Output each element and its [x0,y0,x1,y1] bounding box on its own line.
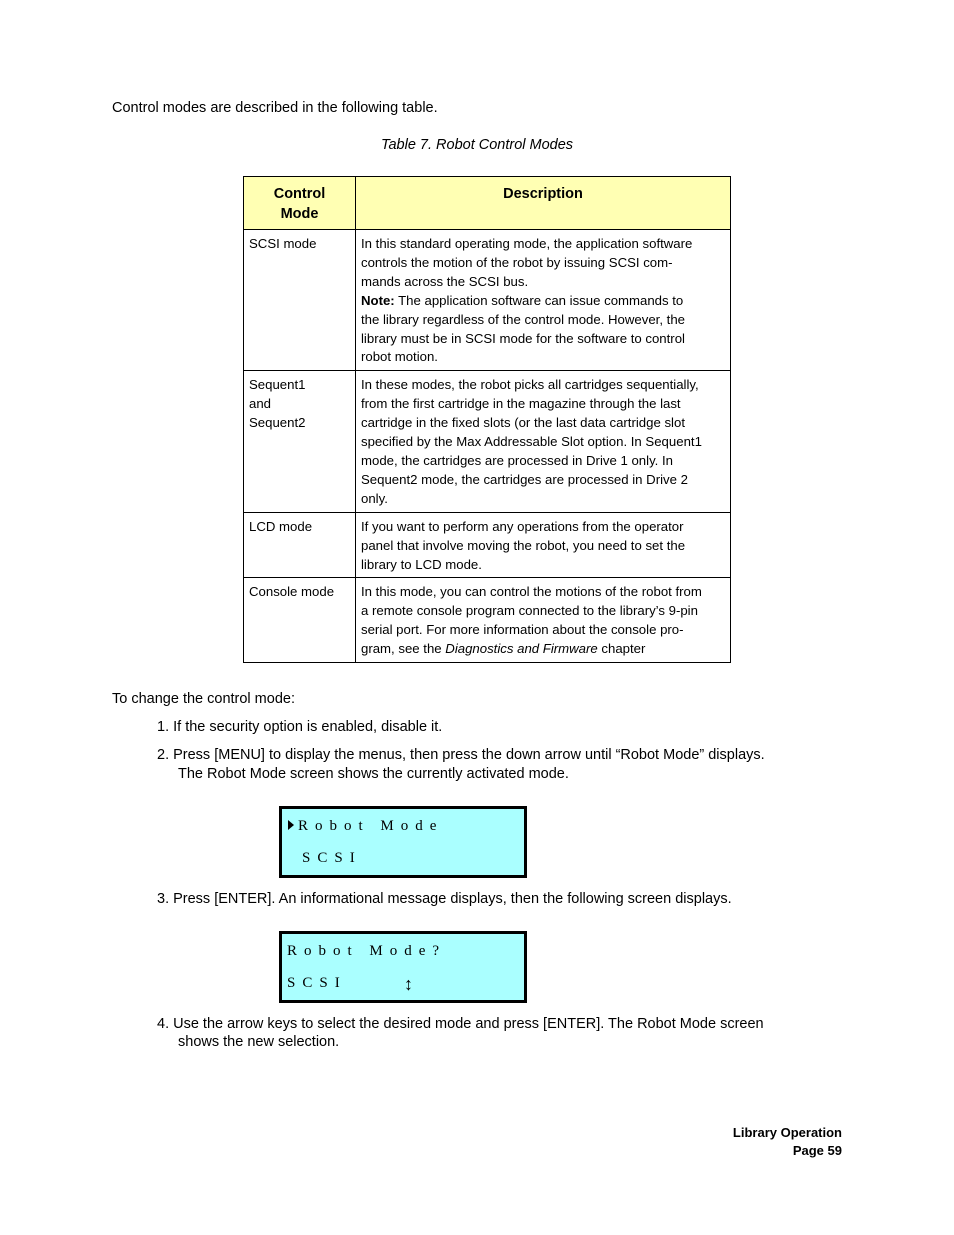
change-mode-intro: To change the control mode: [112,691,295,707]
description-cell [356,371,731,512]
description-cell [356,512,731,578]
chapter-reference: Diagnostics and Firmware [445,641,598,657]
table-row [244,578,731,663]
table-caption: Table 7. Robot Control Modes [380,137,574,153]
up-down-arrow-icon: ↕ [404,974,413,994]
description-line: controls the motion of the robot by issuing SCSI com- [361,254,673,270]
description-text: gram, see the [361,641,446,657]
lcd-line-1 [288,818,443,835]
description-line: from the first cartridge in the magazine through the last [361,396,681,412]
mode-line: and [249,396,272,412]
lcd-line-2: SCSI [302,850,362,866]
description-line: the library regardless of the control mode. However, the [361,311,685,327]
description-line: panel that involve moving the robot, you need to set the [361,537,686,553]
table-header-row [244,177,731,230]
lcd-line-1-text: Robot Mode [298,818,444,834]
note-label: Note: [361,292,395,308]
footer-page-number: Page 59 [792,1143,842,1158]
description-line: cartridge in the fixed slots (or the last data cartridge slot [361,415,685,431]
description-line [361,640,725,659]
description-line: a remote console program connected to the library’s 9-pin [361,603,698,619]
note-text: The application software can issue commands to [394,292,684,308]
step-3: 3. Press [ENTER]. An informational message displays, then the following screen displays. [157,891,732,907]
mode-line: Sequent2 [249,415,306,431]
right-triangle-icon [288,820,294,830]
intro-paragraph: Control modes are described in the following table. [112,100,438,116]
description-line: mands across the SCSI bus. [361,273,529,289]
step-2: 2. Press [MENU] to display the menus, then press the down arrow until “Robot Mode” displays. [157,747,765,763]
note-line [361,292,725,311]
description-line: Sequent2 mode, the cartridges are processed in Drive 2 [361,471,688,487]
table-row [244,512,731,578]
control-modes-table [243,176,731,663]
step-4: 4. Use the arrow keys to select the desired mode and press [ENTER]. The Robot Mode screen [157,1016,764,1032]
mode-line: Sequent1 [249,377,306,393]
lcd-line-1: Robot Mode? [287,943,447,959]
description-line: If you want to perform any operations from the operator [361,518,684,534]
mode-cell: SCSI mode [244,230,356,371]
table-row [244,371,731,512]
step-1: 1. If the security option is enabled, disable it. [157,719,443,735]
description-line: In these modes, the robot picks all cartridges sequentially, [361,377,699,393]
lcd-screen-robot-mode-select [279,931,527,1003]
description-line: library must be in SCSI mode for the software to control [361,330,685,346]
description-text: chapter [597,641,646,657]
mode-cell [244,371,356,512]
lcd-line-2: SCSI [287,975,347,991]
description-line: In this mode, you can control the motions of the robot from [361,584,702,600]
mode-cell: LCD mode [244,512,356,578]
header-description: Description [356,177,731,230]
description-line: serial port. For more information about the console pro- [361,622,684,638]
description-line: only. [361,490,388,506]
header-control-mode: Control Mode [244,177,356,230]
step-4-continued: shows the new selection. [178,1034,340,1050]
page-footer [733,1124,842,1160]
description-line: mode, the cartridges are processed in Drive 1 only. In [361,452,674,468]
description-line: library to LCD mode. [361,556,482,572]
description-cell [356,578,731,663]
mode-cell: Console mode [244,578,356,663]
description-line: robot motion. [361,349,438,365]
lcd-screen-robot-mode [279,806,527,878]
description-cell [356,230,731,371]
description-line: specified by the Max Addressable Slot option. In Sequent1 [361,434,702,450]
description-line: In this standard operating mode, the application software [361,236,693,251]
step-2-continued: The Robot Mode screen shows the currently activated mode. [178,766,569,782]
table-row [244,230,731,371]
footer-section-title: Library Operation [732,1125,842,1140]
